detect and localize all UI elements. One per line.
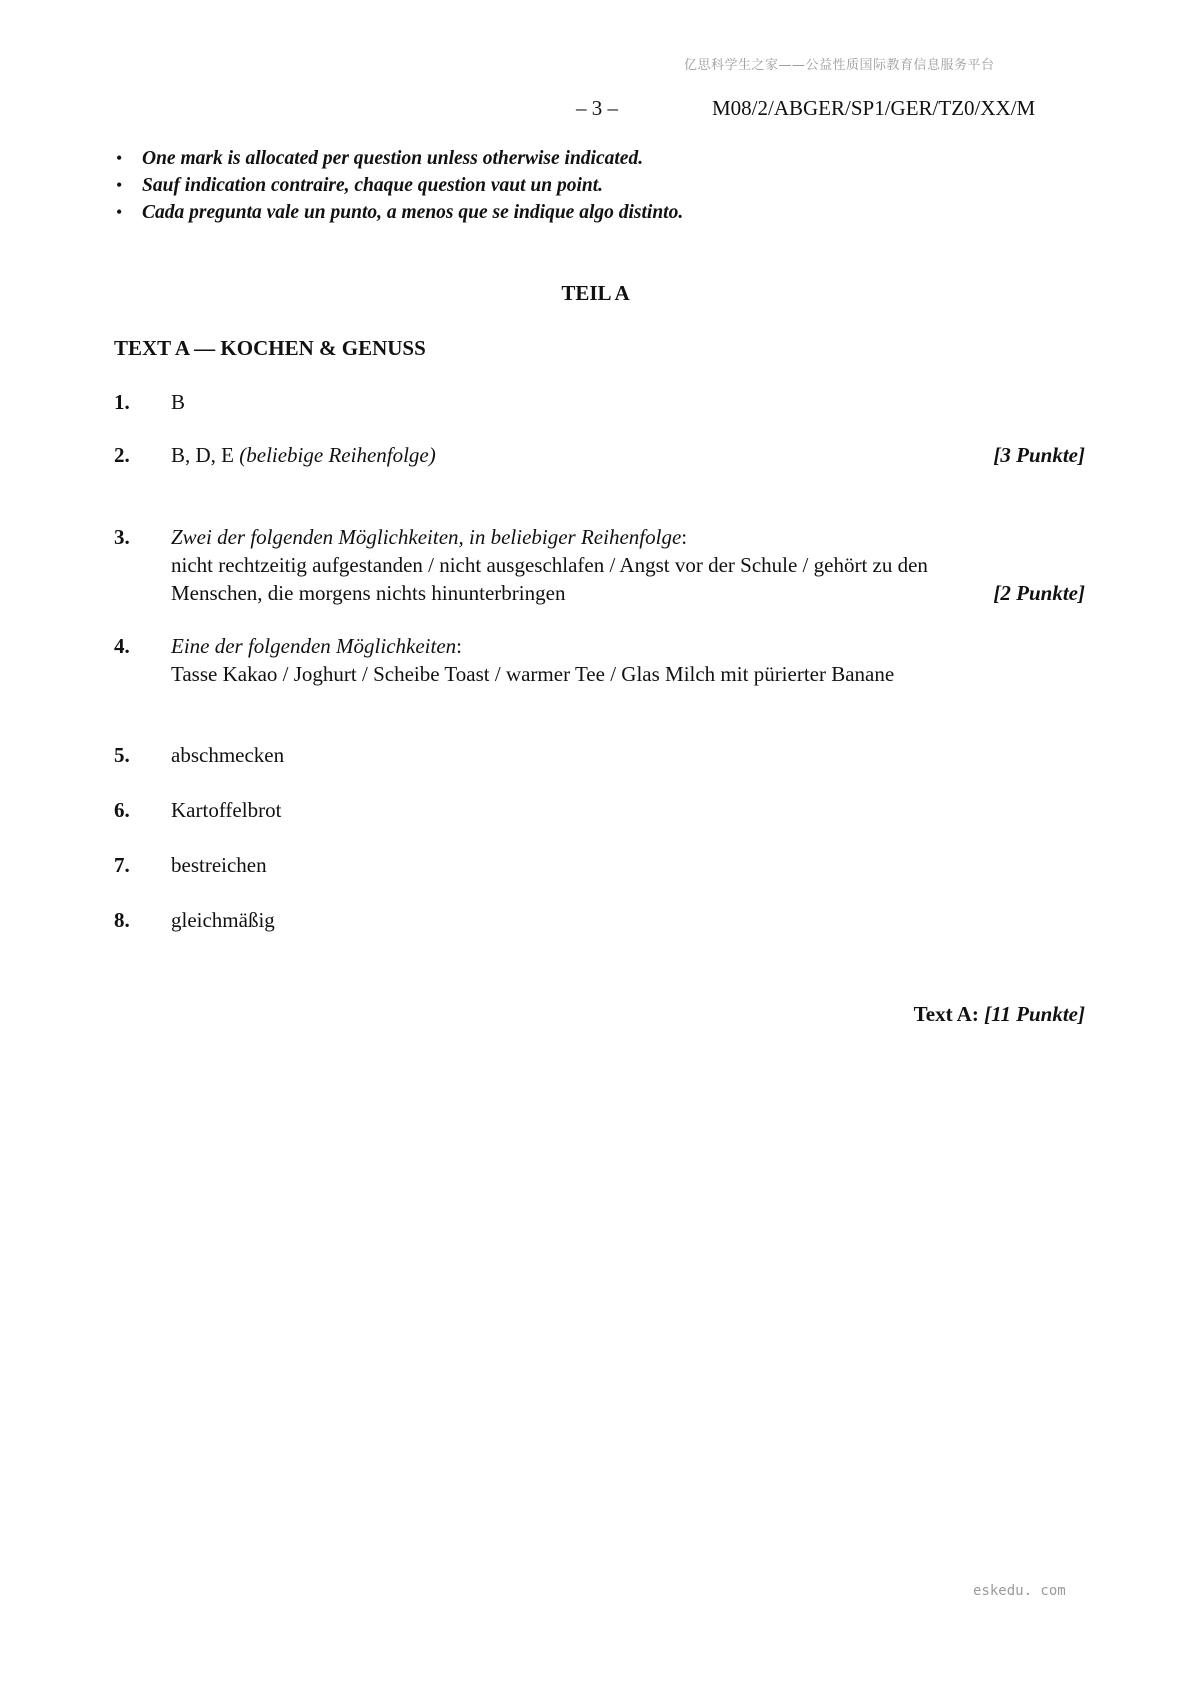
answer-note: (beliebige Reihenfolge)	[239, 443, 436, 467]
total-points: [11 Punkte]	[984, 1002, 1085, 1026]
note-english: • One mark is allocated per question unless otherwise indicated.	[114, 145, 683, 172]
part-heading: TEIL A	[561, 281, 630, 305]
watermark-bottom: eskedu. com	[973, 1583, 1066, 1599]
answer: abschmecken	[171, 743, 285, 767]
question-5	[114, 741, 1085, 769]
text-heading: TEXT A — KOCHEN & GENUSS	[114, 336, 426, 360]
answer: B, D, E	[171, 443, 240, 467]
question-3: 3. Zwei der folgenden Möglichkeiten, in beliebiger Reihenfolge: nicht rechtzeitig aufgestanden / nicht ausgeschlafen / Angst vor der Schule / gehört zu den Menschen, die morgens nichts hinunterbringen [2 Punkte]	[114, 525, 1085, 605]
answer-instruction: Zwei der folgenden Möglichkeiten, in beliebiger Reihenfolge	[171, 525, 682, 549]
question-number: 1.	[114, 390, 130, 414]
question-number: 3.	[114, 525, 130, 549]
text-total	[914, 1002, 1085, 1027]
answer-line: Tasse Kakao / Joghurt / Scheibe Toast / warmer Tee / Glas Milch mit pürierter Banane	[171, 662, 895, 686]
question-6	[114, 796, 1085, 824]
marks: [2 Punkte]	[993, 581, 1085, 605]
note-french: • Sauf indication contraire, chaque question vaut un point.	[114, 172, 683, 199]
question-number: 7.	[114, 853, 130, 877]
question-2	[114, 441, 1085, 469]
question-1	[114, 388, 1085, 416]
total-label: Text A:	[913, 1002, 985, 1026]
watermark-top: 亿思科学生之家——公益性质国际教育信息服务平台	[684, 58, 995, 73]
answer: bestreichen	[171, 853, 267, 877]
answer: gleichmäßig	[171, 908, 275, 932]
question-number: 5.	[114, 743, 130, 767]
question-4: 4. Eine der folgenden Möglichkeiten: Tasse Kakao / Joghurt / Scheibe Toast / warmer Tee / Glas Milch mit pürierter Banane	[114, 632, 1085, 688]
question-number: 6.	[114, 798, 130, 822]
question-8	[114, 906, 1085, 934]
question-7	[114, 851, 1085, 879]
question-number: 2.	[114, 443, 130, 467]
answer-instruction: Eine der folgenden Möglichkeiten	[171, 634, 457, 658]
answer-line: nicht rechtzeitig aufgestanden / nicht ausgeschlafen / Angst vor der Schule / gehört zu den	[171, 553, 928, 577]
page-number: – 3 –	[576, 96, 618, 120]
question-number: 8.	[114, 908, 130, 932]
answer: Kartoffelbrot	[171, 798, 282, 822]
answer: B	[171, 390, 186, 414]
marks: [3 Punkte]	[993, 443, 1085, 467]
document-code: M08/2/ABGER/SP1/GER/TZ0/XX/M	[712, 96, 1036, 120]
answer-line: Menschen, die morgens nichts hinunterbringen	[171, 581, 566, 605]
marking-notes	[114, 145, 683, 226]
note-spanish: • Cada pregunta vale un punto, a menos que se indique algo distinto.	[114, 199, 683, 226]
question-number: 4.	[114, 634, 130, 658]
